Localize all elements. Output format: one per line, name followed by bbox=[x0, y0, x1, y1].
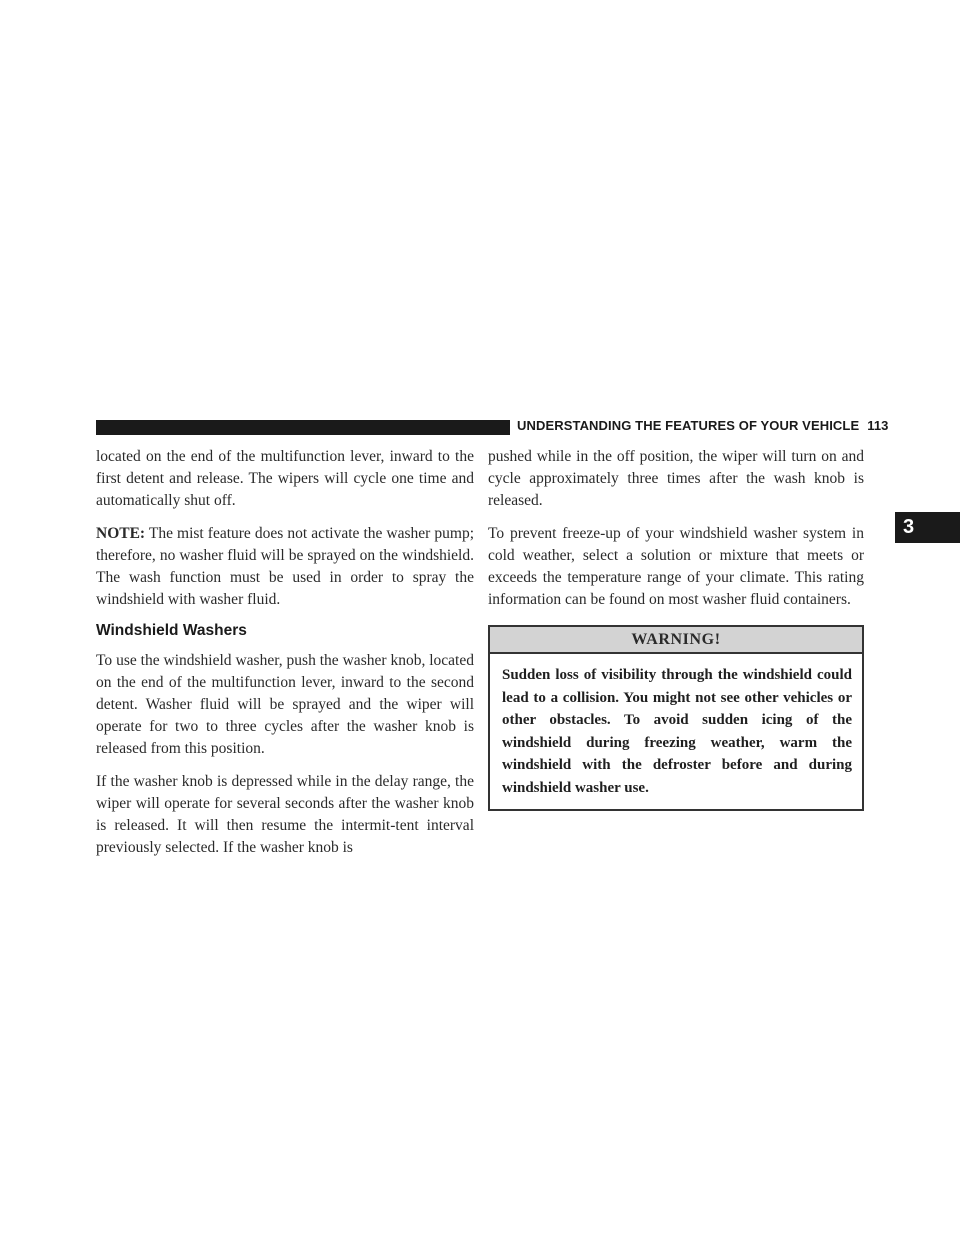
paragraph-freeze-up: To prevent freeze-up of your windshield washer system in cold weather, select a solution or mixture that meets or exceeds the temperature range of your climate. This rating information can be found on most washer fluid containers. bbox=[488, 525, 864, 608]
right-column bbox=[488, 446, 864, 811]
paragraph-delay-range: If the washer knob is depressed while in the delay range, the wiper will operate for several seconds after the washer knob is released. It will then resume the intermit-tent interval previously selected. If the washer knob is bbox=[96, 773, 474, 856]
section-title: UNDERSTANDING THE FEATURES OF YOUR VEHICLE bbox=[517, 418, 860, 433]
paragraph-off-position: pushed while in the off position, the wiper will turn on and cycle approximately three times after the wash knob is released. bbox=[488, 448, 864, 509]
page-number: 113 bbox=[867, 418, 889, 433]
running-header bbox=[517, 418, 889, 433]
warning-body: Sudden loss of visibility through the windshield could lead to a collision. You might not see other vehicles or other obstacles. To avoid sudden icing of the windshield during freezing weather, warm the windshield with the defroster before and during windshield washer use. bbox=[502, 667, 852, 796]
warning-box bbox=[488, 625, 864, 811]
header-rule bbox=[96, 420, 510, 435]
note-text: The mist feature does not activate the washer pump; therefore, no washer fluid will be sprayed on the windshield. The wash function must be used in order to spray the windshield with washer fluid. bbox=[96, 525, 474, 608]
left-column bbox=[96, 446, 474, 870]
warning-title: WARNING! bbox=[490, 627, 862, 654]
paragraph-continued: located on the end of the multifunction lever, inward to the first detent and release. The wipers will cycle one time and automatically shut off. bbox=[96, 448, 474, 509]
paragraph-washer-use: To use the windshield washer, push the washer knob, located on the end of the multifunction lever, inward to the second detent. Washer fluid will be sprayed and the wiper will operate for two to three cycles after the washer knob is released from this position. bbox=[96, 652, 474, 757]
chapter-tab: 3 bbox=[895, 512, 960, 543]
note-label: NOTE: bbox=[96, 525, 146, 542]
section-heading: Windshield Washers bbox=[96, 622, 247, 639]
note-paragraph bbox=[96, 523, 474, 611]
